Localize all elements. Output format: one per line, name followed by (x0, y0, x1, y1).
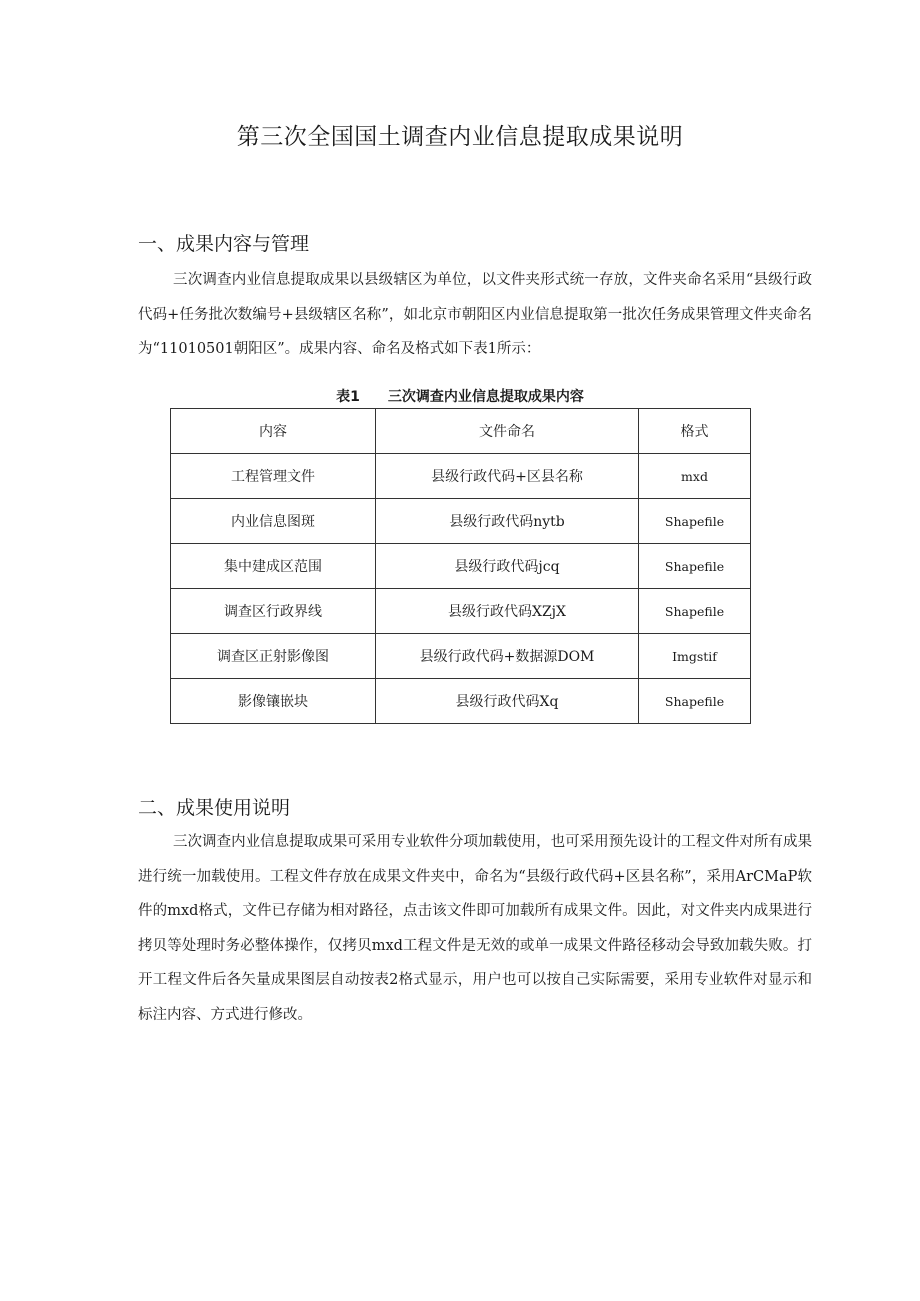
table-row (171, 499, 751, 544)
table-row (171, 679, 751, 724)
cell-content: 调查区正射影像图 (171, 634, 376, 679)
cell-file-naming: 县级行政代码XZjX (376, 589, 639, 634)
table-caption-number: 表1 (336, 389, 360, 405)
cell-format: Shapefile (639, 499, 751, 544)
table-row (171, 634, 751, 679)
table-row (171, 589, 751, 634)
cell-file-naming: 县级行政代码jcq (376, 544, 639, 589)
table-header-row (171, 409, 751, 454)
cell-file-naming: 县级行政代码nytb (376, 499, 639, 544)
table-row (171, 454, 751, 499)
section-paragraph-2: 三次调查内业信息提取成果可采用专业软件分项加载使用，也可采用预先设计的工程文件对所有成果进行统一加载使用。工程文件存放在成果文件夹中，命名为“县级行政代码+区县名称”，采用ArCMaP软件的mxd格式，文件已存储为相对路径，点击该文件即可加载所有成果文件。因此，对文件夹内成果进行拷贝等处理时务必整体操作，仅拷贝mxd工程文件是无效的或单一成果文件路径移动会导致加载失败。打开工程文件后各矢量成果图层自动按表2格式显示，用户也可以按自己实际需要，采用专业软件对显示和标注内容、方式进行修改。 (138, 834, 812, 1023)
cell-format: Shapefile (639, 544, 751, 589)
section-paragraph-1: 三次调查内业信息提取成果以县级辖区为单位，以文件夹形式统一存放，文件夹命名采用“县级行政代码+任务批次数编号+县级辖区名称”，如北京市朝阳区内业信息提取第一批次任务成果管理文件夹命名为“11010501朝阳区”。成果内容、命名及格式如下表1所示： (138, 272, 812, 357)
document-title: 第三次全国国土调查内业信息提取成果说明 (236, 124, 684, 150)
cell-format: Imgstif (639, 634, 751, 679)
cell-content: 内业信息图斑 (171, 499, 376, 544)
cell-content: 影像镶嵌块 (171, 679, 376, 724)
section-heading-1: 一、成果内容与管理 (138, 233, 310, 255)
cell-format: Shapefile (639, 679, 751, 724)
header-format: 格式 (639, 409, 751, 454)
cell-content: 集中建成区范围 (171, 544, 376, 589)
cell-content: 工程管理文件 (171, 454, 376, 499)
table-row (171, 544, 751, 589)
cell-file-naming: 县级行政代码+区县名称 (376, 454, 639, 499)
results-table (170, 408, 751, 724)
header-file-naming: 文件命名 (376, 409, 639, 454)
cell-format: mxd (639, 454, 751, 499)
section-heading-2: 二、成果使用说明 (138, 797, 291, 819)
table-caption-title: 三次调查内业信息提取成果内容 (387, 389, 584, 405)
cell-file-naming: 县级行政代码+数据源DOM (376, 634, 639, 679)
cell-file-naming: 县级行政代码Xq (376, 679, 639, 724)
cell-content: 调查区行政界线 (171, 589, 376, 634)
table-caption (0, 386, 920, 406)
header-content: 内容 (171, 409, 376, 454)
cell-format: Shapefile (639, 589, 751, 634)
